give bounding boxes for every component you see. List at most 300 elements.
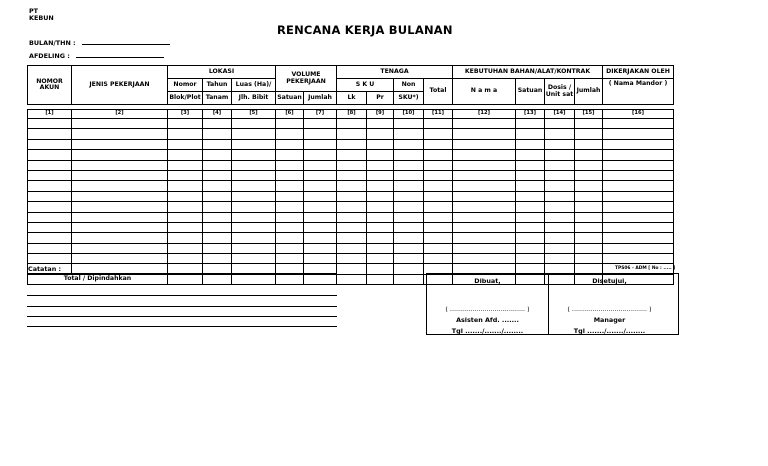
table-cell[interactable]	[367, 222, 394, 232]
table-cell[interactable]	[304, 202, 337, 212]
table-cell[interactable]	[367, 119, 394, 129]
table-cell[interactable]	[394, 264, 424, 274]
table-cell[interactable]	[603, 212, 674, 222]
table-cell[interactable]	[276, 243, 304, 253]
table-cell[interactable]	[516, 150, 545, 160]
table-cell[interactable]	[516, 191, 545, 201]
table-cell[interactable]	[394, 150, 424, 160]
table-row	[28, 139, 674, 149]
header-non-2: SKU*)	[394, 92, 424, 105]
table-cell[interactable]	[603, 233, 674, 243]
table-cell[interactable]	[28, 129, 72, 139]
table-cell[interactable]	[337, 119, 367, 129]
table-cell[interactable]	[276, 233, 304, 243]
table-cell[interactable]	[545, 243, 575, 253]
table-cell[interactable]	[453, 222, 516, 232]
table-cell[interactable]	[394, 129, 424, 139]
table-cell[interactable]	[394, 191, 424, 201]
table-cell[interactable]	[28, 233, 72, 243]
table-cell[interactable]	[72, 191, 168, 201]
table-cell[interactable]	[424, 170, 453, 180]
table-cell[interactable]	[203, 212, 232, 222]
table-cell[interactable]	[203, 191, 232, 201]
table-cell[interactable]	[575, 150, 603, 160]
table-cell[interactable]	[337, 233, 367, 243]
table-cell[interactable]	[304, 129, 337, 139]
table-cell[interactable]	[304, 212, 337, 222]
table-cell[interactable]	[203, 119, 232, 129]
table-cell[interactable]	[168, 181, 203, 191]
table-cell[interactable]	[232, 202, 276, 212]
table-cell[interactable]	[203, 222, 232, 232]
table-cell[interactable]	[72, 254, 168, 264]
table-cell[interactable]	[28, 170, 72, 180]
table-cell[interactable]	[367, 202, 394, 212]
table-cell[interactable]	[72, 170, 168, 180]
table-cell[interactable]	[337, 150, 367, 160]
table-cell[interactable]	[72, 222, 168, 232]
table-cell[interactable]	[424, 233, 453, 243]
table-cell[interactable]	[28, 181, 72, 191]
table-cell[interactable]	[276, 160, 304, 170]
table-cell[interactable]	[603, 191, 674, 201]
table-cell[interactable]	[603, 119, 674, 129]
table-cell[interactable]	[545, 212, 575, 222]
table-row	[28, 150, 674, 160]
table-cell[interactable]	[367, 139, 394, 149]
table-cell[interactable]	[453, 181, 516, 191]
table-cell[interactable]	[603, 139, 674, 149]
table-cell[interactable]	[203, 129, 232, 139]
table-cell[interactable]	[337, 170, 367, 180]
table-cell[interactable]	[424, 243, 453, 253]
table-cell[interactable]	[367, 160, 394, 170]
notes-line[interactable]	[27, 326, 337, 327]
header-labor: TENAGA	[337, 66, 453, 79]
table-cell[interactable]	[545, 181, 575, 191]
header-loc-number: Nomor	[168, 79, 203, 92]
table-cell[interactable]	[72, 150, 168, 160]
table-cell[interactable]	[168, 139, 203, 149]
table-cell[interactable]	[367, 150, 394, 160]
notes-line[interactable]	[27, 295, 337, 296]
table-cell[interactable]	[575, 222, 603, 232]
table-row	[28, 222, 674, 232]
table-cell[interactable]	[516, 170, 545, 180]
table-cell[interactable]	[575, 243, 603, 253]
table-cell[interactable]	[304, 254, 337, 264]
table-cell[interactable]	[394, 202, 424, 212]
table-cell[interactable]	[453, 139, 516, 149]
table-cell[interactable]	[367, 212, 394, 222]
table-cell[interactable]	[424, 222, 453, 232]
table-cell[interactable]	[304, 233, 337, 243]
table-cell[interactable]	[575, 254, 603, 264]
table-cell[interactable]	[575, 170, 603, 180]
table-cell[interactable]	[603, 202, 674, 212]
table-cell[interactable]	[516, 222, 545, 232]
table-cell[interactable]	[394, 233, 424, 243]
table-cell[interactable]	[72, 160, 168, 170]
table-cell[interactable]	[232, 254, 276, 264]
header-mat-unit: Satuan	[516, 79, 545, 105]
table-cell[interactable]	[453, 191, 516, 201]
table-cell[interactable]	[545, 139, 575, 149]
notes-label: Catatan :	[28, 265, 62, 273]
table-cell[interactable]	[394, 181, 424, 191]
table-cell[interactable]	[203, 160, 232, 170]
table-cell[interactable]	[453, 212, 516, 222]
month-year-blank[interactable]	[82, 39, 170, 45]
notes-line[interactable]	[27, 284, 337, 285]
total-cell[interactable]	[337, 274, 367, 284]
table-cell[interactable]	[545, 150, 575, 160]
table-cell[interactable]	[575, 129, 603, 139]
table-cell[interactable]	[304, 150, 337, 160]
table-cell[interactable]	[545, 119, 575, 129]
table-cell[interactable]	[72, 139, 168, 149]
table-cell[interactable]	[545, 160, 575, 170]
table-cell[interactable]	[367, 233, 394, 243]
table-cell[interactable]	[453, 150, 516, 160]
table-cell[interactable]	[304, 160, 337, 170]
table-cell[interactable]	[72, 212, 168, 222]
table-cell[interactable]	[72, 119, 168, 129]
table-cell[interactable]	[337, 129, 367, 139]
table-row	[28, 243, 674, 253]
table-cell[interactable]	[367, 129, 394, 139]
table-row	[28, 119, 674, 129]
total-cell[interactable]	[367, 274, 394, 284]
table-cell[interactable]	[394, 170, 424, 180]
table-cell[interactable]	[168, 222, 203, 232]
table-cell[interactable]	[545, 222, 575, 232]
table-row	[28, 202, 674, 212]
form-code: TPS06 - ADM [ No : ..... ]	[615, 266, 676, 271]
header-account-no: NOMOR AKUN	[28, 66, 72, 105]
table-cell[interactable]	[603, 170, 674, 180]
table-row	[28, 181, 674, 191]
header-labor-total: Total	[424, 79, 453, 105]
table-cell[interactable]	[603, 129, 674, 139]
table-cell[interactable]	[232, 181, 276, 191]
table-cell[interactable]	[276, 222, 304, 232]
table-cell[interactable]	[28, 254, 72, 264]
table-cell[interactable]	[603, 160, 674, 170]
table-cell[interactable]	[276, 150, 304, 160]
table-cell[interactable]	[232, 222, 276, 232]
table-cell[interactable]	[203, 243, 232, 253]
table-cell[interactable]	[453, 202, 516, 212]
table-cell[interactable]	[28, 243, 72, 253]
table-cell[interactable]	[394, 243, 424, 253]
table-cell[interactable]	[72, 233, 168, 243]
table-cell[interactable]	[203, 170, 232, 180]
table-cell[interactable]	[276, 119, 304, 129]
table-cell[interactable]	[424, 129, 453, 139]
table-cell[interactable]	[424, 202, 453, 212]
table-cell[interactable]	[28, 202, 72, 212]
table-cell[interactable]	[603, 181, 674, 191]
total-cell[interactable]	[394, 274, 424, 284]
table-cell[interactable]	[168, 233, 203, 243]
table-cell[interactable]	[545, 202, 575, 212]
table-cell[interactable]	[575, 139, 603, 149]
table-cell[interactable]	[367, 170, 394, 180]
company-label: PT	[29, 7, 39, 15]
table-cell[interactable]	[276, 139, 304, 149]
notes-line[interactable]	[27, 273, 337, 274]
table-cell[interactable]	[276, 129, 304, 139]
table-cell[interactable]	[394, 139, 424, 149]
table-cell[interactable]	[337, 139, 367, 149]
table-cell[interactable]	[337, 264, 367, 274]
table-cell[interactable]	[603, 243, 674, 253]
table-cell[interactable]	[453, 170, 516, 180]
table-cell[interactable]	[232, 129, 276, 139]
table-cell[interactable]	[203, 150, 232, 160]
table-cell[interactable]	[28, 191, 72, 201]
table-cell[interactable]	[168, 191, 203, 201]
column-number: [3]	[168, 110, 203, 119]
table-cell[interactable]	[367, 254, 394, 264]
table-cell[interactable]	[575, 212, 603, 222]
table-cell[interactable]	[276, 202, 304, 212]
table-cell[interactable]	[516, 254, 545, 264]
header-year-1: Tahun	[203, 79, 232, 92]
table-cell[interactable]	[516, 139, 545, 149]
table-cell[interactable]	[453, 243, 516, 253]
table-cell[interactable]	[232, 139, 276, 149]
column-number: [13]	[516, 110, 545, 119]
approved-signature-blank[interactable]: ( ..................................... )	[567, 305, 652, 313]
header-dose: Dosis / Unit sat	[545, 79, 575, 105]
table-cell[interactable]	[424, 212, 453, 222]
table-cell[interactable]	[394, 254, 424, 264]
table-cell[interactable]	[304, 243, 337, 253]
table-cell[interactable]	[304, 139, 337, 149]
header-unit: Satuan	[276, 92, 304, 105]
table-cell[interactable]	[424, 191, 453, 201]
table-cell[interactable]	[168, 170, 203, 180]
total-cell[interactable]	[304, 274, 337, 284]
signature-box	[426, 273, 679, 335]
table-cell[interactable]	[232, 160, 276, 170]
table-cell[interactable]	[453, 119, 516, 129]
total-cell[interactable]	[276, 274, 304, 284]
table-cell[interactable]	[453, 254, 516, 264]
table-cell[interactable]	[575, 119, 603, 129]
header-sku: S K U	[337, 79, 394, 92]
table-cell[interactable]	[72, 129, 168, 139]
table-cell[interactable]	[603, 222, 674, 232]
table-cell[interactable]	[304, 181, 337, 191]
table-cell[interactable]	[603, 150, 674, 160]
table-cell[interactable]	[516, 129, 545, 139]
document-title: RENCANA KERJA BULANAN	[277, 23, 453, 37]
column-number-row	[28, 110, 674, 119]
table-cell[interactable]	[337, 181, 367, 191]
table-cell[interactable]	[232, 150, 276, 160]
table-cell[interactable]	[337, 243, 367, 253]
table-cell[interactable]	[203, 254, 232, 264]
header-materials: KEBUTUHAN BAHAN/ALAT/KONTRAK	[453, 66, 603, 79]
table-cell[interactable]	[304, 170, 337, 180]
table-cell[interactable]	[367, 181, 394, 191]
table-cell[interactable]	[394, 160, 424, 170]
header-foreman: ( Nama Mandor )	[603, 79, 674, 105]
division-label: AFDELING :	[29, 52, 70, 60]
table-cell[interactable]	[424, 254, 453, 264]
table-cell[interactable]	[203, 139, 232, 149]
table-row	[28, 129, 674, 139]
table-cell[interactable]	[232, 233, 276, 243]
table-cell[interactable]	[575, 181, 603, 191]
table-cell[interactable]	[575, 233, 603, 243]
table-cell[interactable]	[276, 181, 304, 191]
approved-role: Manager	[593, 316, 626, 324]
table-cell[interactable]	[28, 119, 72, 129]
header-female: Pr	[367, 92, 394, 105]
table-cell[interactable]	[424, 139, 453, 149]
table-cell[interactable]	[424, 119, 453, 129]
table-cell[interactable]	[337, 160, 367, 170]
table-cell[interactable]	[232, 170, 276, 180]
table-cell[interactable]	[516, 212, 545, 222]
table-cell[interactable]	[394, 222, 424, 232]
month-year-label: BULAN/THN :	[29, 39, 76, 47]
table-cell[interactable]	[516, 202, 545, 212]
table-cell[interactable]	[168, 202, 203, 212]
table-cell[interactable]	[168, 254, 203, 264]
table-cell[interactable]	[337, 202, 367, 212]
table-cell[interactable]	[575, 191, 603, 201]
table-cell[interactable]	[545, 254, 575, 264]
table-cell[interactable]	[545, 170, 575, 180]
table-cell[interactable]	[424, 150, 453, 160]
approved-label: Disetujui,	[592, 277, 627, 285]
table-cell[interactable]	[168, 212, 203, 222]
approved-date[interactable]: Tgl ......./......./........	[573, 327, 646, 335]
table-cell[interactable]	[304, 191, 337, 201]
column-number: [8]	[337, 110, 367, 119]
column-number: [7]	[304, 110, 337, 119]
table-cell[interactable]	[304, 222, 337, 232]
table-cell[interactable]	[72, 202, 168, 212]
table-row	[28, 191, 674, 201]
made-by-role: Asisten Afd. .......	[456, 316, 519, 324]
table-cell[interactable]	[516, 233, 545, 243]
table-cell[interactable]	[276, 170, 304, 180]
table-cell[interactable]	[394, 119, 424, 129]
table-cell[interactable]	[168, 160, 203, 170]
made-by-label: Dibuat,	[474, 277, 501, 285]
table-cell[interactable]	[168, 243, 203, 253]
total-cell[interactable]	[232, 274, 276, 284]
table-cell[interactable]	[28, 160, 72, 170]
table-cell[interactable]	[603, 254, 674, 264]
column-number: [10]	[394, 110, 424, 119]
table-cell[interactable]	[367, 264, 394, 274]
division-field	[29, 52, 164, 59]
month-year-field	[29, 39, 170, 46]
table-cell[interactable]	[545, 233, 575, 243]
table-cell[interactable]	[232, 212, 276, 222]
made-by-signature-blank[interactable]: ( ..................................... )	[445, 305, 530, 313]
work-plan-table	[27, 65, 674, 285]
table-cell[interactable]	[276, 212, 304, 222]
notes-line[interactable]	[27, 306, 337, 307]
table-cell[interactable]	[516, 119, 545, 129]
division-blank[interactable]	[76, 52, 164, 58]
table-cell[interactable]	[516, 243, 545, 253]
table-cell[interactable]	[28, 212, 72, 222]
table-cell[interactable]	[516, 181, 545, 191]
table-cell[interactable]	[304, 119, 337, 129]
table-cell[interactable]	[203, 181, 232, 191]
table-cell[interactable]	[276, 254, 304, 264]
table-cell[interactable]	[232, 191, 276, 201]
table-cell[interactable]	[453, 129, 516, 139]
header-mat-name: N a m a	[453, 79, 516, 105]
table-cell[interactable]	[232, 119, 276, 129]
table-row	[28, 233, 674, 243]
table-cell[interactable]	[72, 243, 168, 253]
column-number: [1]	[28, 110, 72, 119]
table-cell[interactable]	[203, 202, 232, 212]
table-cell[interactable]	[516, 160, 545, 170]
table-cell[interactable]	[28, 139, 72, 149]
table-cell[interactable]	[394, 212, 424, 222]
table-cell[interactable]	[232, 243, 276, 253]
table-cell[interactable]	[337, 222, 367, 232]
table-cell[interactable]	[453, 233, 516, 243]
header-location: LOKASI	[168, 66, 276, 79]
table-cell[interactable]	[575, 202, 603, 212]
column-number: [12]	[453, 110, 516, 119]
table-cell[interactable]	[337, 191, 367, 201]
table-cell[interactable]	[545, 129, 575, 139]
estate-label: KEBUN	[29, 14, 54, 22]
table-cell[interactable]	[545, 191, 575, 201]
header-loc-block: Blok/Plot	[168, 92, 203, 105]
table-cell[interactable]	[203, 233, 232, 243]
table-cell[interactable]	[575, 160, 603, 170]
made-by-date[interactable]: Tgl ......./......./........	[451, 327, 524, 335]
table-cell[interactable]	[424, 160, 453, 170]
table-cell[interactable]	[28, 150, 72, 160]
notes-line[interactable]	[27, 316, 337, 317]
table-cell[interactable]	[28, 222, 72, 232]
header-done-by: DIKERJAKAN OLEH	[603, 66, 674, 79]
table-cell[interactable]	[367, 243, 394, 253]
table-cell[interactable]	[337, 212, 367, 222]
total-cell[interactable]	[203, 274, 232, 284]
column-number: [16]	[603, 110, 674, 119]
table-cell[interactable]	[72, 181, 168, 191]
table-cell[interactable]	[424, 181, 453, 191]
table-cell[interactable]	[168, 129, 203, 139]
table-cell[interactable]	[276, 191, 304, 201]
table-cell[interactable]	[168, 150, 203, 160]
table-cell[interactable]	[337, 254, 367, 264]
table-row	[28, 160, 674, 170]
table-cell[interactable]	[168, 119, 203, 129]
total-cell[interactable]	[168, 274, 203, 284]
table-cell[interactable]	[453, 160, 516, 170]
column-number: [11]	[424, 110, 453, 119]
table-cell[interactable]	[367, 191, 394, 201]
